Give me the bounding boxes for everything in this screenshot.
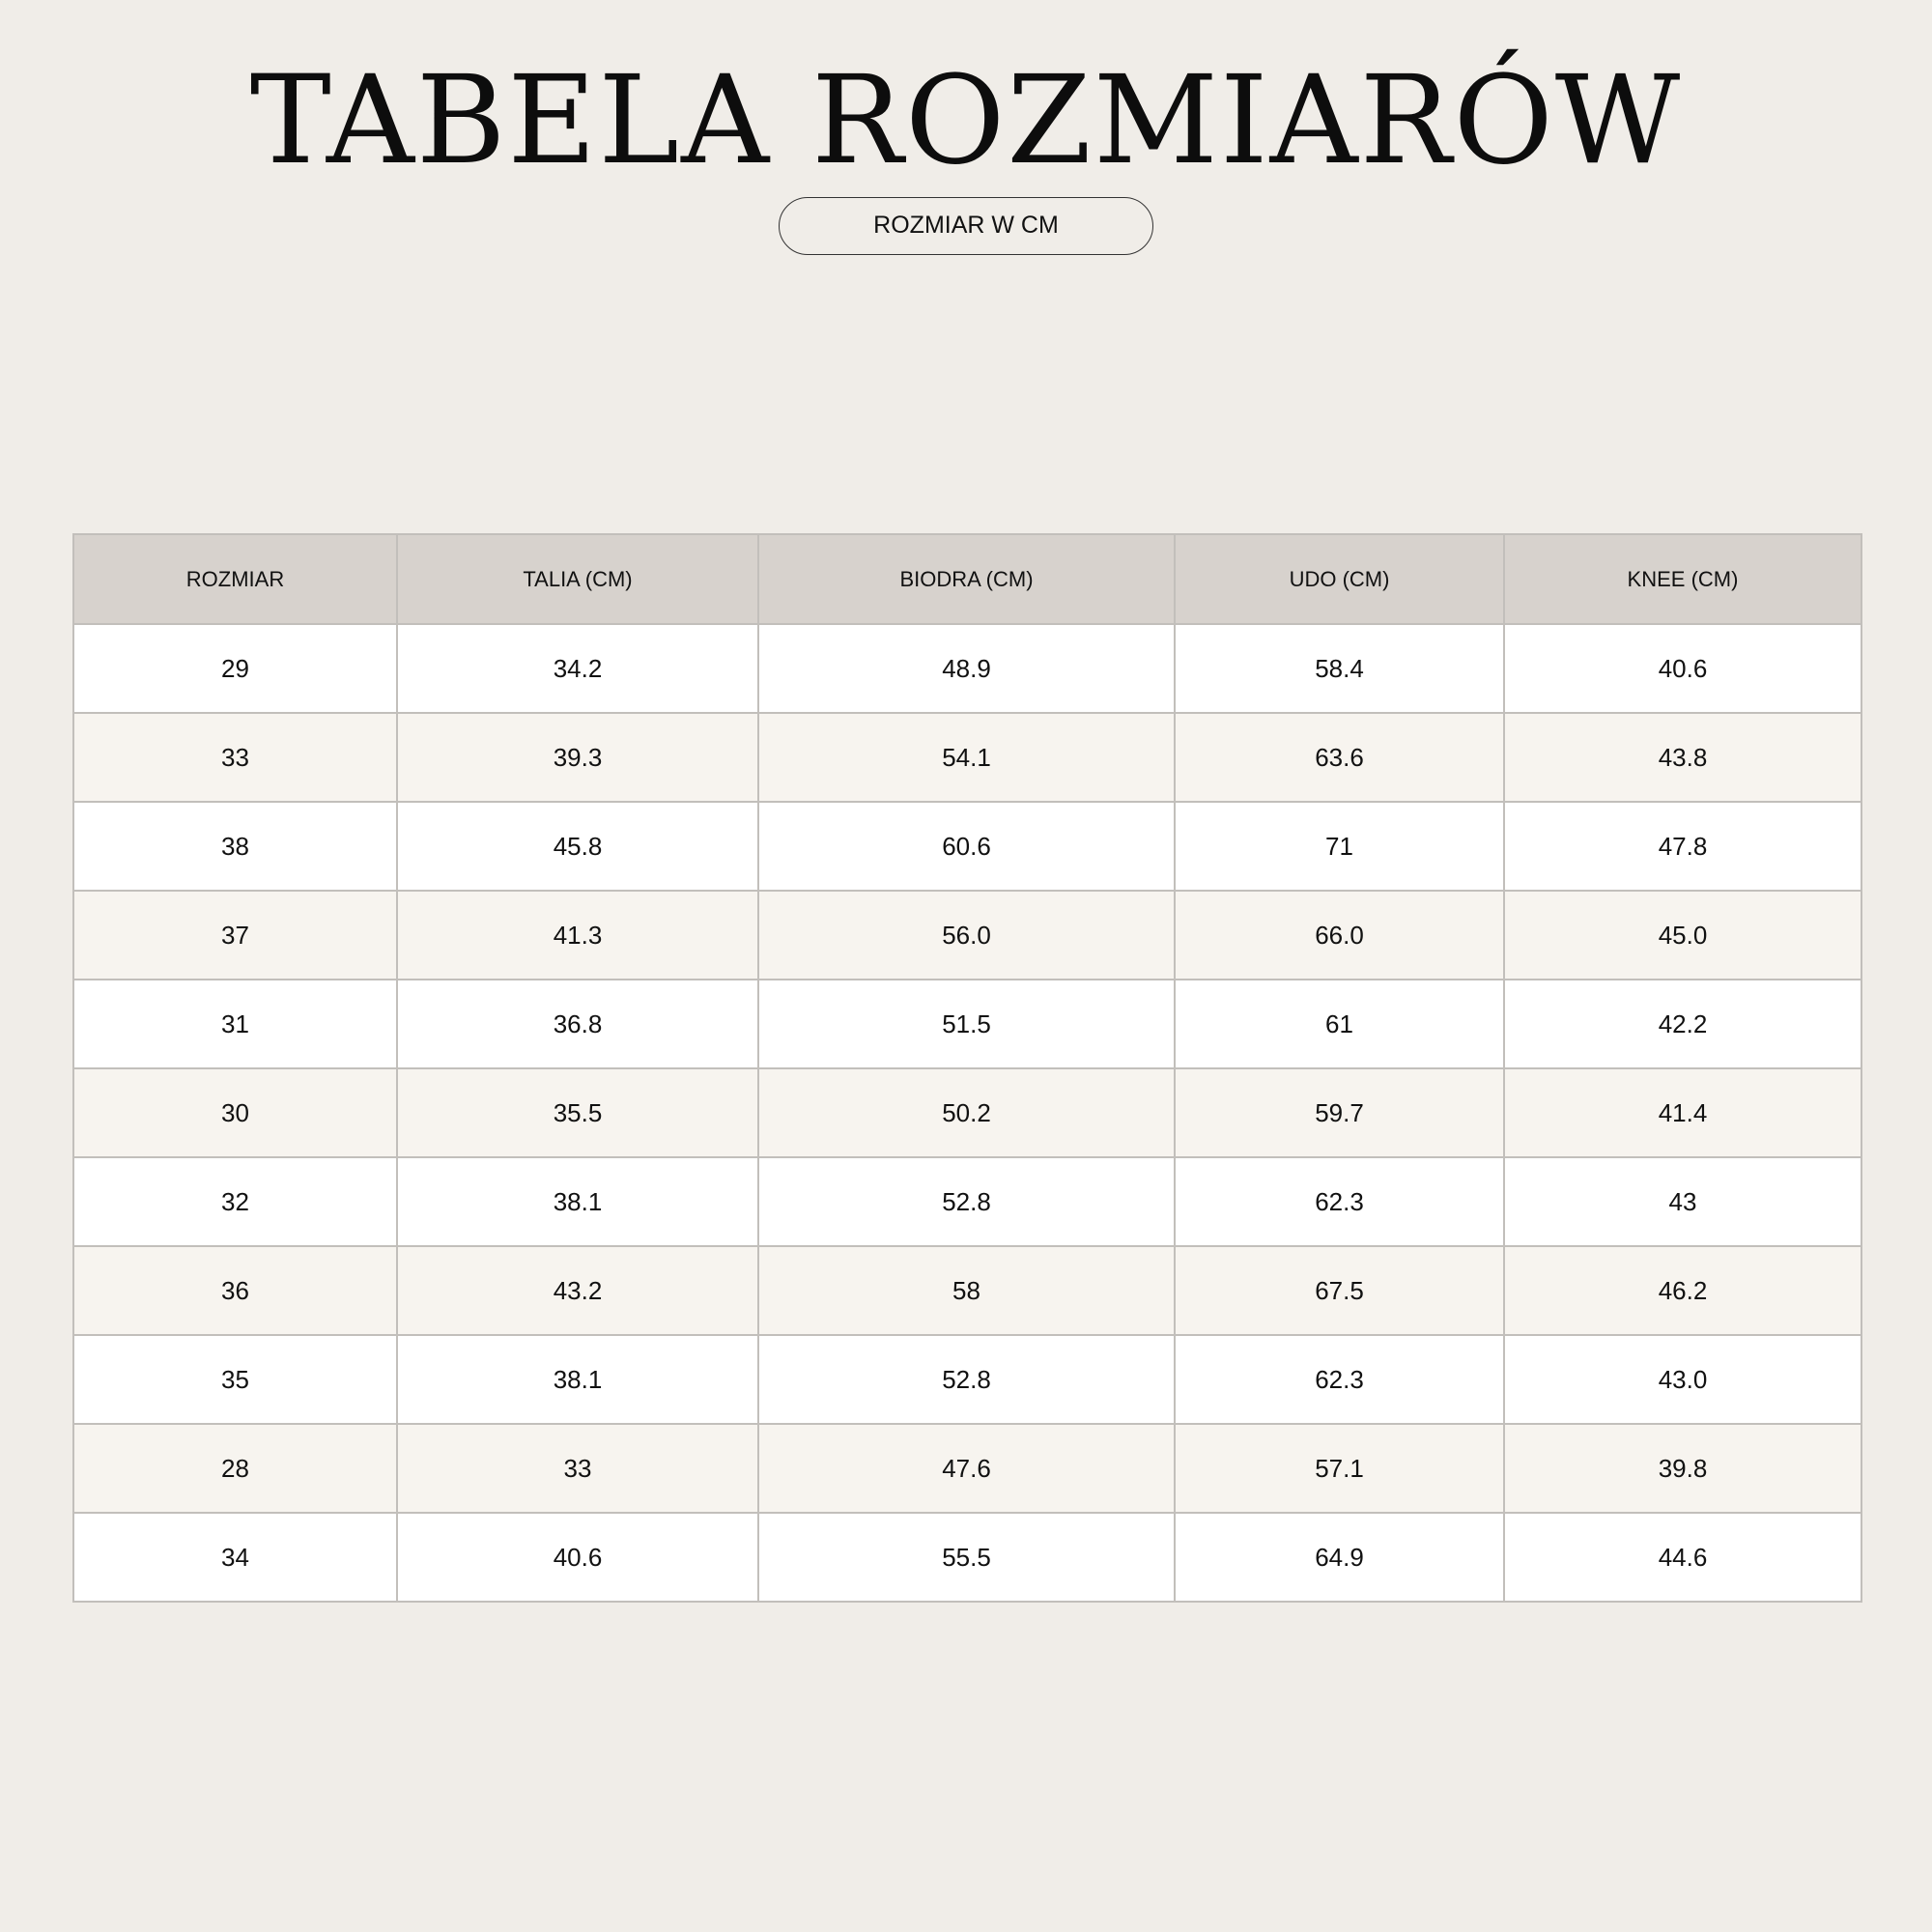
table-row (73, 891, 1861, 980)
table-cell: 34.2 (397, 624, 758, 713)
table-header-row (73, 534, 1861, 624)
table-cell: 39.3 (397, 713, 758, 802)
table-cell: 50.2 (758, 1068, 1175, 1157)
table-cell: 64.9 (1175, 1513, 1504, 1602)
table-row (73, 1513, 1861, 1602)
table-cell: 43.8 (1504, 713, 1861, 802)
table-cell: 41.3 (397, 891, 758, 980)
table-cell: 60.6 (758, 802, 1175, 891)
table-cell: 33 (397, 1424, 758, 1513)
table-cell: 43 (1504, 1157, 1861, 1246)
table-cell: 35.5 (397, 1068, 758, 1157)
table-cell: 61 (1175, 980, 1504, 1068)
table-cell: 62.3 (1175, 1335, 1504, 1424)
table-cell: 38 (73, 802, 397, 891)
table-cell: 47.6 (758, 1424, 1175, 1513)
table-cell: 44.6 (1504, 1513, 1861, 1602)
table-row (73, 802, 1861, 891)
table-cell: 37 (73, 891, 397, 980)
table-row (73, 1157, 1861, 1246)
table-cell: 43.0 (1504, 1335, 1861, 1424)
table-cell: 40.6 (397, 1513, 758, 1602)
table-cell: 48.9 (758, 624, 1175, 713)
table-cell: 39.8 (1504, 1424, 1861, 1513)
table-row (73, 1246, 1861, 1335)
table-cell: 41.4 (1504, 1068, 1861, 1157)
table-cell: 52.8 (758, 1335, 1175, 1424)
table-cell: 54.1 (758, 713, 1175, 802)
table-row (73, 713, 1861, 802)
table-cell: 58.4 (1175, 624, 1504, 713)
table-cell: 36.8 (397, 980, 758, 1068)
table-cell: 30 (73, 1068, 397, 1157)
table-cell: 34 (73, 1513, 397, 1602)
table-cell: 67.5 (1175, 1246, 1504, 1335)
table-cell: 63.6 (1175, 713, 1504, 802)
table-row (73, 624, 1861, 713)
table-cell: 31 (73, 980, 397, 1068)
table-cell: 29 (73, 624, 397, 713)
table-cell: 42.2 (1504, 980, 1861, 1068)
table-row (73, 1068, 1861, 1157)
table-cell: 59.7 (1175, 1068, 1504, 1157)
table-cell: 38.1 (397, 1157, 758, 1246)
table-cell: 58 (758, 1246, 1175, 1335)
table-cell: 40.6 (1504, 624, 1861, 713)
table-cell: 71 (1175, 802, 1504, 891)
page-title: TABELA ROZMIARÓW (249, 49, 1683, 191)
column-header-size: ROZMIAR (73, 534, 397, 624)
table-cell: 43.2 (397, 1246, 758, 1335)
table-cell: 28 (73, 1424, 397, 1513)
unit-badge: ROZMIAR W CM (779, 197, 1153, 255)
table-cell: 33 (73, 713, 397, 802)
table-cell: 66.0 (1175, 891, 1504, 980)
table-cell: 32 (73, 1157, 397, 1246)
table-cell: 55.5 (758, 1513, 1175, 1602)
table-cell: 35 (73, 1335, 397, 1424)
column-header-thigh: UDO (CM) (1175, 534, 1504, 624)
column-header-hips: BIODRA (CM) (758, 534, 1175, 624)
table-cell: 45.0 (1504, 891, 1861, 980)
column-header-waist: TALIA (CM) (397, 534, 758, 624)
table-cell: 47.8 (1504, 802, 1861, 891)
size-table (72, 533, 1862, 1603)
table-cell: 45.8 (397, 802, 758, 891)
table-cell: 56.0 (758, 891, 1175, 980)
table-cell: 51.5 (758, 980, 1175, 1068)
table-cell: 36 (73, 1246, 397, 1335)
table-row (73, 980, 1861, 1068)
table-cell: 38.1 (397, 1335, 758, 1424)
table-cell: 57.1 (1175, 1424, 1504, 1513)
table-cell: 46.2 (1504, 1246, 1861, 1335)
column-header-knee: KNEE (CM) (1504, 534, 1861, 624)
table-row (73, 1424, 1861, 1513)
table-row (73, 1335, 1861, 1424)
table-cell: 52.8 (758, 1157, 1175, 1246)
table-cell: 62.3 (1175, 1157, 1504, 1246)
